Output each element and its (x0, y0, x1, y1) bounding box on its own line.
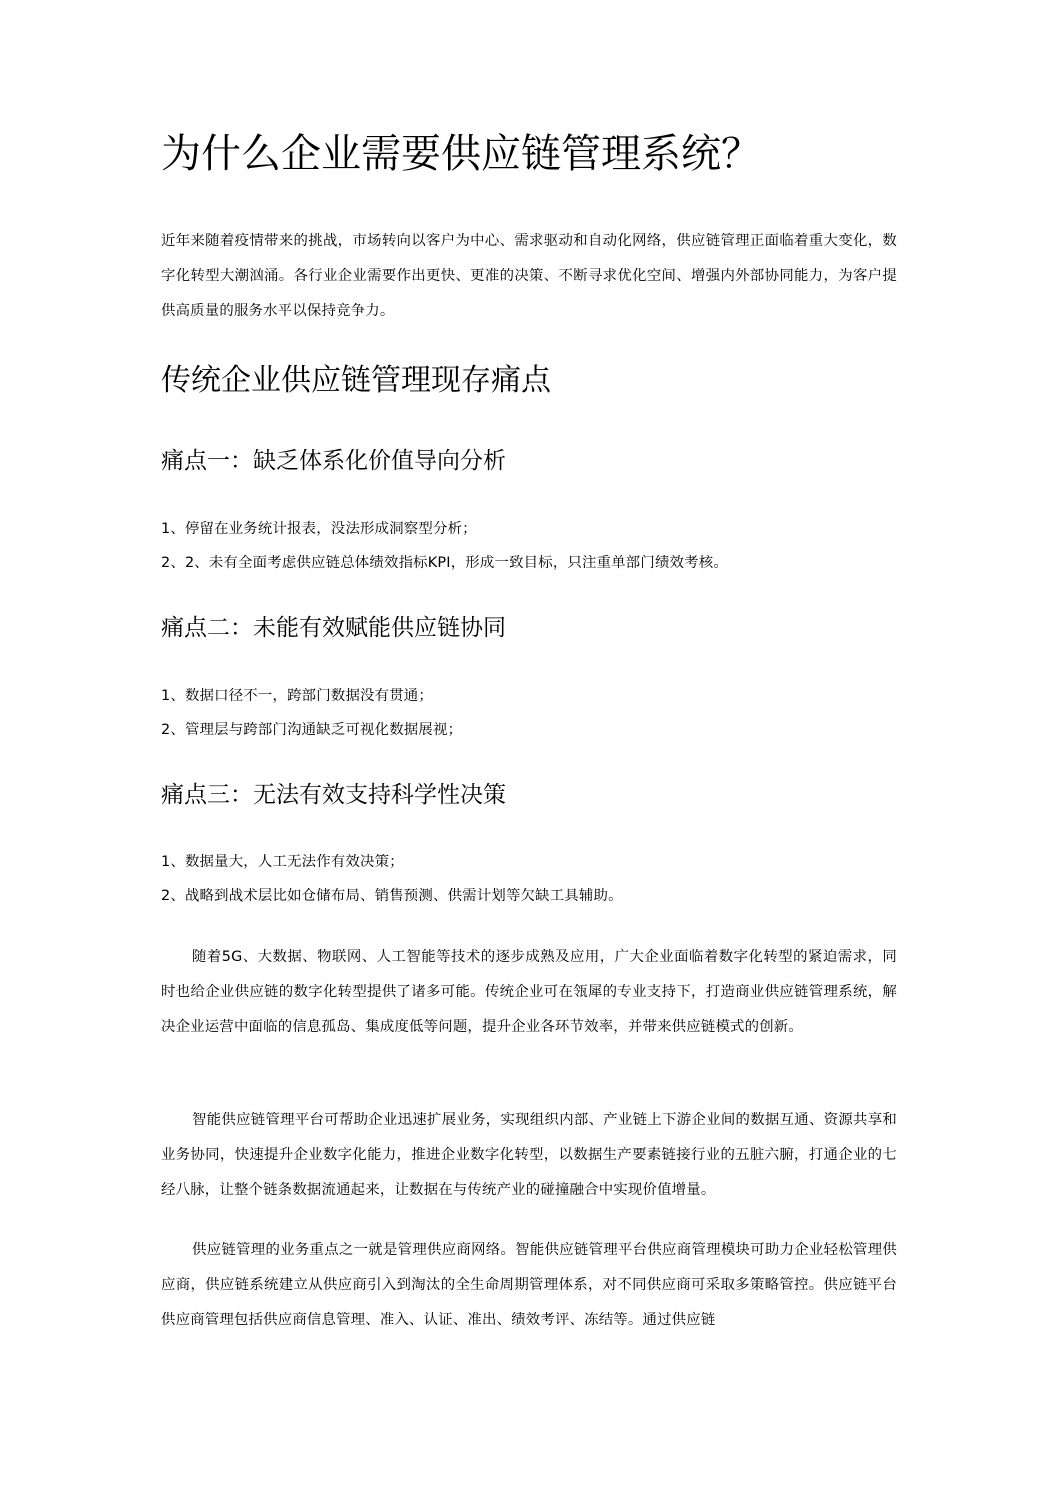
pain-point-2-item-2: 2、管理层与跨部门沟通缺乏可视化数据展视； (161, 722, 463, 738)
pain-point-1-item-1: 1、停留在业务统计报表，没法形成洞察型分析； (161, 521, 477, 537)
pain-point-1-item-2: 2、2、未有全面考虑供应链总体绩效指标KPI，形成一致目标，只注重单部门绩效考核。 (161, 555, 728, 571)
body-paragraph-2: 智能供应链管理平台可帮助企业迅速扩展业务，实现组织内部、产业链上下游企业间的数据互通、资源共享和业务协同，快速提升企业数字化能力，推进企业数字化转型，以数据生产要素链接行业的五脏六腑，打通企业的七经八脉，让整个链条数据流通起来，让数据在与传统产业的碰撞融合中实现价值增量。 (161, 1112, 897, 1198)
page-title: 为什么企业需要供应链管理系统？ (161, 131, 761, 177)
section-heading: 传统企业供应链管理现存痛点 (161, 363, 551, 398)
pain-point-2-heading: 痛点二：未能有效赋能供应链协同 (161, 615, 506, 641)
body-paragraph-1: 随着5G、大数据、物联网、人工智能等技术的逐步成熟及应用，广大企业面临着数字化转型的紧迫需求，同时也给企业供应链的数字化转型提供了诸多可能。传统企业可在瓴犀的专业支持下，打造商业供应链管理系统，解决企业运营中面临的信息孤岛、集成度低等问题，提升企业各环节效率，并带来供应链模式的创新。 (161, 949, 897, 1035)
intro-paragraph: 近年来随着疫情带来的挑战，市场转向以客户为中心、需求驱动和自动化网络，供应链管理正面临着重大变化，数字化转型大潮汹涌。各行业企业需要作出更快、更准的决策、不断寻求优化空间、增强内外部协同能力，为客户提供高质量的服务水平以保持竞争力。 (161, 233, 897, 319)
body-paragraph-3: 供应链管理的业务重点之一就是管理供应商网络。智能供应链管理平台供应商管理模块可助力企业轻松管理供应商，供应链系统建立从供应商引入到淘汰的全生命周期管理体系，对不同供应商可采取多策略管控。供应链平台供应商管理包括供应商信息管理、准入、认证、准出、绩效考评、冻结等。通过供应链 (161, 1242, 897, 1328)
pain-point-3-item-1: 1、数据量大，人工无法作有效决策； (161, 854, 404, 870)
pain-point-3-item-2: 2、战略到战术层比如仓储布局、销售预测、供需计划等欠缺工具辅助。 (161, 888, 623, 904)
pain-point-3-heading: 痛点三：无法有效支持科学性决策 (161, 782, 506, 808)
pain-point-2-item-1: 1、数据口径不一，跨部门数据没有贯通； (161, 688, 433, 704)
pain-point-1-heading: 痛点一：缺乏体系化价值导向分析 (161, 448, 506, 474)
